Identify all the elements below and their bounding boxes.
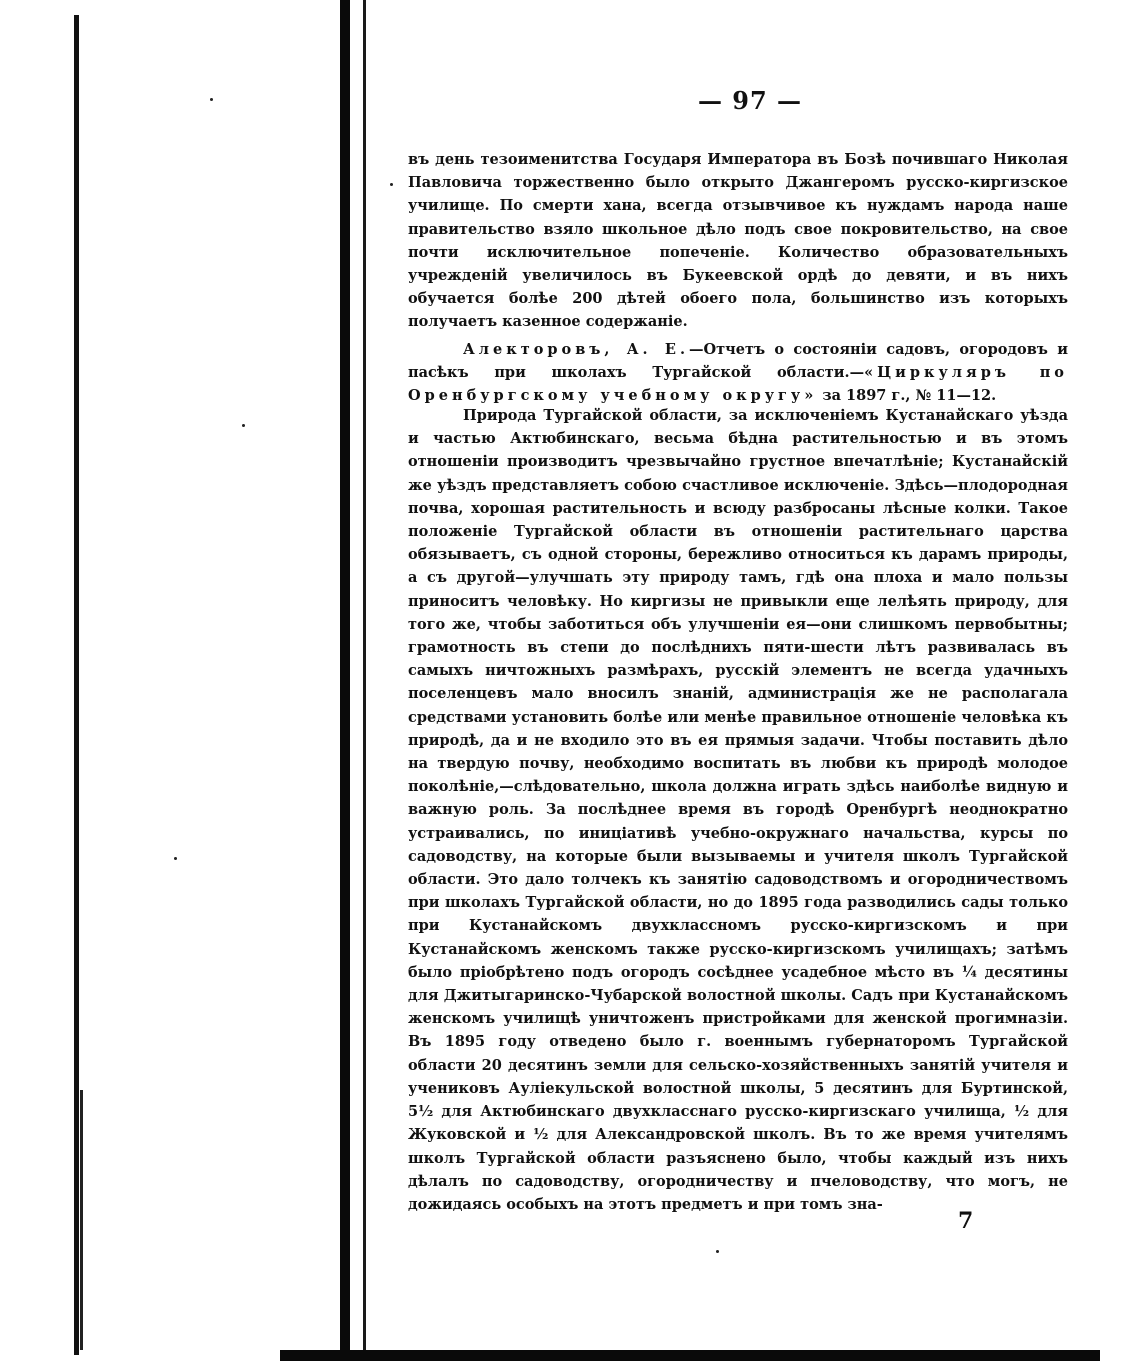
signature-mark: 7 [958,1208,974,1234]
page-spine-shadow-lower [80,1090,83,1350]
book-gutter-line [340,0,350,1361]
citation-title: —Отчетъ о состояніи садовъ, огородовъ и пасѣкъ при школахъ Тургайской области.— [408,341,1068,382]
page-spine-shadow [74,15,79,1355]
page-number: — 97 — [697,86,803,115]
scan-speck [210,98,213,101]
citation-author: Алекторовъ, А. Е. [463,341,690,358]
scan-speck [174,857,177,860]
citation-journal: «Циркуляръ по Оренбургскому учебному округу» [408,364,1068,405]
citation-year-issue: за 1897 г., № 11—12. [817,387,997,405]
scan-speck [716,1250,719,1253]
page-bottom-edge [280,1350,1100,1361]
main-paragraph: Природа Тургайской области, за исключеніемъ Кустанайскаго уѣзда и частью Актюбинскаго, весьма бѣдна растительностью и въ этомъ отношеніи производитъ чрезвычайно грустное впечатлѣніе; Кустанайскій же уѣздъ представляетъ собою счастливое исключеніе. Здѣсь—плодородная почва, хорошая растительность и всюду разбросаны лѣсные колки. Такое положеніе Тургайской области въ отношеніи растительнаго царства обязываетъ, съ одной стороны, бережливо относиться къ дарамъ природы, а съ другой—улучшать эту природу тамъ, гдѣ она плоха и мало пользы приноситъ человѣку. Но киргизы не привыкли еще лелѣять природу, для того же, чтобы заботиться объ улучшеніи ея—они слишкомъ первобытны; грамотность въ степи до послѣднихъ пяти-шести лѣтъ развивалась въ самыхъ ничтожныхъ размѣрахъ, русскій элементъ не всегда удачныхъ поселенцевъ мало вносилъ знаній, администрація же не располагала средствами установить болѣе или менѣе правильное отношеніе человѣка къ природѣ, да и не входило это въ ея прямыя задачи. Чтобы поставить дѣло на твердую почву, необходимо воспитать въ любви къ природѣ молодое поколѣніе,—слѣдовательно, школа должна играть здѣсь наиболѣе видную и важную роль. За послѣднее время въ городѣ Оренбургѣ неоднократно устраивались, по иниціативѣ учебно-окружнаго начальства, курсы по садоводству, на которые были вызываемы и учителя школъ Тургайской области. Это дало толчекъ къ занятію садоводствомъ и огородничествомъ при школахъ Тургайской области, но до 1895 года разводились сады только при Кустанайскомъ двухклассномъ русско-киргизскомъ и при Кустанайскомъ женскомъ также русско-киргизскомъ училищахъ; затѣмъ было пріобрѣтено подъ огородъ сосѣднее усадебное мѣсто въ ¼ десятины для Джитыгаринско-Чубарской волостной школы. Садъ при Кустанайскомъ женскомъ училищѣ уничтоженъ пристройками для женской прогимназіи. Въ 1895 году отведено было г. военнымъ губернаторомъ Тургайской области 20 десятинъ земли для сельско-хозяйственныхъ занятій учителя и учениковъ Аулiекульской волостной школы, 5 десятинъ для Буртинской, 5½ для Актюбинскаго двухкласснаго русско-киргизскаго училища, ½ для Жуковской и ½ для Александровской школъ. Въ то же время учителямъ школъ Тургайской области разъяснено было, чтобы каждый изъ нихъ дѣлалъ по садоводству, огородничеству и пчеловодству, что могъ, не дожидаясь особыхъ на этотъ предметъ и при томъ зна- [408,407,1068,1213]
scan-speck [390,183,393,186]
citation-paragraph [408,338,1068,408]
book-gutter-edge [363,0,366,1361]
scan-speck [242,424,245,427]
intro-paragraph: въ день тезоименитства Государя Императора въ Бозѣ почившаго Николая Павловича торжественно было открыто Джангеромъ русско-киргизское училище. По смерти хана, всегда отзывчивое къ нуждамъ народа наше правительство взяло школьное дѣло подъ свое покровительство, на свое почти исключительное попеченіе. Количество образовательныхъ учрежденій увеличилось въ Букеевской ордѣ до девяти, и въ нихъ обучается болѣе 200 дѣтей обоего пола, большинство изъ которыхъ получаетъ казенное содержаніе. [408,151,1068,331]
